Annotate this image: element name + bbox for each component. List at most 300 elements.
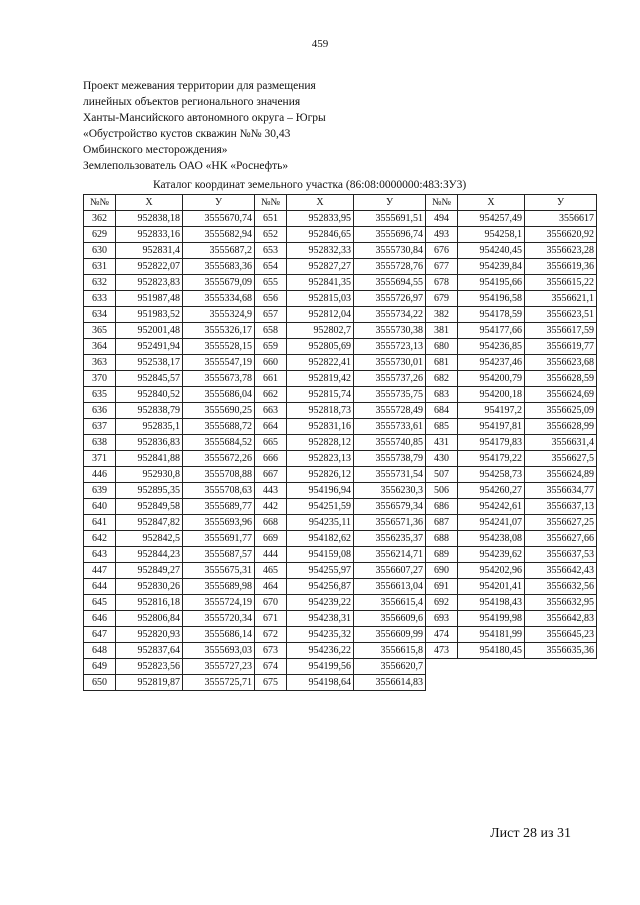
- point-number-cell: 365: [84, 323, 116, 339]
- x-coordinate-cell: 954180,45: [458, 643, 525, 659]
- x-coordinate-cell: 952831,4: [116, 243, 183, 259]
- point-number-cell: 667: [255, 467, 287, 483]
- point-number-cell: 692: [426, 595, 458, 611]
- y-coordinate-cell: 3555726,97: [354, 291, 426, 307]
- y-coordinate-cell: 3555708,88: [183, 467, 255, 483]
- y-coordinate-cell: 3555694,55: [354, 275, 426, 291]
- y-coordinate-cell: 3556627,25: [525, 515, 597, 531]
- x-coordinate-cell: 954198,64: [287, 675, 354, 691]
- x-coordinate-cell: 952844,23: [116, 547, 183, 563]
- y-coordinate-cell: 3555737,26: [354, 371, 426, 387]
- x-coordinate-cell: 952849,58: [116, 499, 183, 515]
- x-coordinate-cell: 954197,2: [458, 403, 525, 419]
- y-coordinate-cell: 3555683,36: [183, 259, 255, 275]
- point-number-cell: 658: [255, 323, 287, 339]
- point-number-cell: 465: [255, 563, 287, 579]
- coordinate-table: [83, 194, 597, 691]
- point-number-cell: 668: [255, 515, 287, 531]
- table-row: [84, 307, 597, 323]
- point-number-cell: 362: [84, 211, 116, 227]
- column-header: У: [183, 195, 255, 211]
- y-coordinate-cell: 3555682,94: [183, 227, 255, 243]
- point-number-cell: 642: [84, 531, 116, 547]
- y-coordinate-cell: 3555730,01: [354, 355, 426, 371]
- point-number-cell: 674: [255, 659, 287, 675]
- point-number-cell: 371: [84, 451, 116, 467]
- y-coordinate-cell: 3555324,9: [183, 307, 255, 323]
- y-coordinate-cell: 3555690,25: [183, 403, 255, 419]
- x-coordinate-cell: 954257,49: [458, 211, 525, 227]
- x-coordinate-cell: 952830,26: [116, 579, 183, 595]
- table-row: [84, 419, 597, 435]
- x-coordinate-cell: 952838,79: [116, 403, 183, 419]
- point-number-cell: 651: [255, 211, 287, 227]
- y-coordinate-cell: 3556642,83: [525, 611, 597, 627]
- y-coordinate-cell: 3555735,75: [354, 387, 426, 403]
- point-number-cell: 689: [426, 547, 458, 563]
- x-coordinate-cell: 952815,03: [287, 291, 354, 307]
- table-row: [84, 483, 597, 499]
- y-coordinate-cell: 3555686,14: [183, 627, 255, 643]
- x-coordinate-cell: 954258,1: [458, 227, 525, 243]
- y-coordinate-cell: 3556624,89: [525, 467, 597, 483]
- table-row: [84, 643, 597, 659]
- x-coordinate-cell: 951983,52: [116, 307, 183, 323]
- x-coordinate-cell: 954239,22: [287, 595, 354, 611]
- table-row: [84, 515, 597, 531]
- point-number-cell: 474: [426, 627, 458, 643]
- y-coordinate-cell: 3555724,19: [183, 595, 255, 611]
- x-coordinate-cell: 954202,96: [458, 563, 525, 579]
- point-number-cell: 635: [84, 387, 116, 403]
- point-number-cell: 669: [255, 531, 287, 547]
- point-number-cell: 691: [426, 579, 458, 595]
- column-header: У: [525, 195, 597, 211]
- y-coordinate-cell: 3556621,1: [525, 291, 597, 307]
- table-row: [84, 435, 597, 451]
- point-number-cell: 685: [426, 419, 458, 435]
- x-coordinate-cell: 954256,87: [287, 579, 354, 595]
- x-coordinate-cell: 952835,1: [116, 419, 183, 435]
- table-row: [84, 275, 597, 291]
- x-coordinate-cell: 952818,73: [287, 403, 354, 419]
- table-row: [84, 339, 597, 355]
- x-coordinate-cell: 954235,11: [287, 515, 354, 531]
- point-number-cell: 506: [426, 483, 458, 499]
- x-coordinate-cell: 954199,56: [287, 659, 354, 675]
- x-coordinate-cell: 954241,07: [458, 515, 525, 531]
- x-coordinate-cell: 954240,45: [458, 243, 525, 259]
- y-coordinate-cell: 3555673,78: [183, 371, 255, 387]
- x-coordinate-cell: 954196,58: [458, 291, 525, 307]
- x-coordinate-cell: 954238,31: [287, 611, 354, 627]
- point-number-cell: 654: [255, 259, 287, 275]
- y-coordinate-cell: 3556615,22: [525, 275, 597, 291]
- y-coordinate-cell: 3555720,34: [183, 611, 255, 627]
- y-coordinate-cell: 3556620,92: [525, 227, 597, 243]
- x-coordinate-cell: 952823,13: [287, 451, 354, 467]
- x-coordinate-cell: 954177,66: [458, 323, 525, 339]
- document-header: [83, 78, 326, 174]
- y-coordinate-cell: 3556632,95: [525, 595, 597, 611]
- column-header: X: [287, 195, 354, 211]
- y-coordinate-cell: 3555725,71: [183, 675, 255, 691]
- x-coordinate-cell: 952806,84: [116, 611, 183, 627]
- point-number-cell: 686: [426, 499, 458, 515]
- header-line: Ханты-Мансийского автономного округа – Югры: [83, 112, 326, 124]
- point-number-cell: 381: [426, 323, 458, 339]
- y-coordinate-cell: 3556632,56: [525, 579, 597, 595]
- point-number-cell: 637: [84, 419, 116, 435]
- x-coordinate-cell: 954237,46: [458, 355, 525, 371]
- x-coordinate-cell: 952846,65: [287, 227, 354, 243]
- point-number-cell: 670: [255, 595, 287, 611]
- point-number-cell: 687: [426, 515, 458, 531]
- y-coordinate-cell: 3555730,38: [354, 323, 426, 339]
- point-number-cell: 680: [426, 339, 458, 355]
- x-coordinate-cell: 954242,61: [458, 499, 525, 515]
- point-number-cell: 640: [84, 499, 116, 515]
- column-header: У: [354, 195, 426, 211]
- x-coordinate-cell: 952805,69: [287, 339, 354, 355]
- x-coordinate-cell: 952836,83: [116, 435, 183, 451]
- y-coordinate-cell: 3556645,23: [525, 627, 597, 643]
- y-coordinate-cell: 3556623,28: [525, 243, 597, 259]
- point-number-cell: 447: [84, 563, 116, 579]
- x-coordinate-cell: 954196,94: [287, 483, 354, 499]
- x-coordinate-cell: 952812,04: [287, 307, 354, 323]
- x-coordinate-cell: 952828,12: [287, 435, 354, 451]
- x-coordinate-cell: 954260,27: [458, 483, 525, 499]
- y-coordinate-cell: 3555728,76: [354, 259, 426, 275]
- y-coordinate-cell: 3555670,74: [183, 211, 255, 227]
- x-coordinate-cell: 952833,16: [116, 227, 183, 243]
- point-number-cell: 650: [84, 675, 116, 691]
- x-coordinate-cell: 954179,22: [458, 451, 525, 467]
- table-row: [84, 611, 597, 627]
- sheet-label: Лист 28 из 31: [490, 826, 571, 841]
- y-coordinate-cell: 3555528,15: [183, 339, 255, 355]
- column-header: №№: [84, 195, 116, 211]
- x-coordinate-cell: 952837,64: [116, 643, 183, 659]
- column-header: X: [458, 195, 525, 211]
- x-coordinate-cell: 954236,85: [458, 339, 525, 355]
- y-coordinate-cell: 3555727,23: [183, 659, 255, 675]
- y-coordinate-cell: 3555334,68: [183, 291, 255, 307]
- y-coordinate-cell: 3556607,27: [354, 563, 426, 579]
- y-coordinate-cell: 3556609,99: [354, 627, 426, 643]
- x-coordinate-cell: 954200,18: [458, 387, 525, 403]
- y-coordinate-cell: 3556627,66: [525, 531, 597, 547]
- point-number-cell: 675: [255, 675, 287, 691]
- x-coordinate-cell: 952802,7: [287, 323, 354, 339]
- y-coordinate-cell: 3555728,49: [354, 403, 426, 419]
- table-row: [84, 563, 597, 579]
- y-coordinate-cell: 3556615,4: [354, 595, 426, 611]
- x-coordinate-cell: 952820,93: [116, 627, 183, 643]
- x-coordinate-cell: 952833,95: [287, 211, 354, 227]
- point-number-cell: 364: [84, 339, 116, 355]
- y-coordinate-cell: 3555733,61: [354, 419, 426, 435]
- x-coordinate-cell: 954251,59: [287, 499, 354, 515]
- table-row: [84, 211, 597, 227]
- point-number-cell: 678: [426, 275, 458, 291]
- y-coordinate-cell: 3555693,03: [183, 643, 255, 659]
- point-number-cell: 693: [426, 611, 458, 627]
- y-coordinate-cell: 3556619,36: [525, 259, 597, 275]
- header-line: линейных объектов регионального значения: [83, 96, 301, 108]
- x-coordinate-cell: 954182,62: [287, 531, 354, 547]
- x-coordinate-cell: 952815,74: [287, 387, 354, 403]
- x-coordinate-cell: 954236,22: [287, 643, 354, 659]
- x-coordinate-cell: 952840,52: [116, 387, 183, 403]
- x-coordinate-cell: 954159,08: [287, 547, 354, 563]
- point-number-cell: 382: [426, 307, 458, 323]
- table-row: [84, 403, 597, 419]
- y-coordinate-cell: 3555688,72: [183, 419, 255, 435]
- y-coordinate-cell: 3555686,04: [183, 387, 255, 403]
- point-number-cell: 664: [255, 419, 287, 435]
- x-coordinate-cell: 954179,83: [458, 435, 525, 451]
- point-number-cell: 638: [84, 435, 116, 451]
- point-number-cell: 676: [426, 243, 458, 259]
- x-coordinate-cell: 952832,33: [287, 243, 354, 259]
- point-number-cell: 684: [426, 403, 458, 419]
- x-coordinate-cell: 952001,48: [116, 323, 183, 339]
- x-coordinate-cell: 952842,5: [116, 531, 183, 547]
- x-coordinate-cell: 954195,66: [458, 275, 525, 291]
- y-coordinate-cell: 3555547,19: [183, 355, 255, 371]
- point-number-cell: 444: [255, 547, 287, 563]
- y-coordinate-cell: 3555689,98: [183, 579, 255, 595]
- y-coordinate-cell: 3556642,43: [525, 563, 597, 579]
- point-number-cell: 363: [84, 355, 116, 371]
- x-coordinate-cell: 952831,16: [287, 419, 354, 435]
- y-coordinate-cell: 3555675,31: [183, 563, 255, 579]
- table-row: [84, 547, 597, 563]
- point-number-cell: 656: [255, 291, 287, 307]
- y-coordinate-cell: 3555326,17: [183, 323, 255, 339]
- point-number-cell: 632: [84, 275, 116, 291]
- y-coordinate-cell: 3555684,52: [183, 435, 255, 451]
- y-coordinate-cell: 3556628,59: [525, 371, 597, 387]
- y-coordinate-cell: 3555734,22: [354, 307, 426, 323]
- y-coordinate-cell: 3555687,57: [183, 547, 255, 563]
- table-row: [84, 387, 597, 403]
- x-coordinate-cell: 952930,8: [116, 467, 183, 483]
- y-coordinate-cell: 3555672,26: [183, 451, 255, 467]
- table-row: [84, 659, 597, 675]
- x-coordinate-cell: 954258,73: [458, 467, 525, 483]
- point-number-cell: 657: [255, 307, 287, 323]
- y-coordinate-cell: 3556614,83: [354, 675, 426, 691]
- x-coordinate-cell: 954199,98: [458, 611, 525, 627]
- point-number-cell: 442: [255, 499, 287, 515]
- y-coordinate-cell: 3555687,2: [183, 243, 255, 259]
- point-number-cell: 681: [426, 355, 458, 371]
- y-coordinate-cell: 3556637,13: [525, 499, 597, 515]
- point-number-cell: 630: [84, 243, 116, 259]
- table-row: [84, 371, 597, 387]
- y-coordinate-cell: 3556625,09: [525, 403, 597, 419]
- x-coordinate-cell: 954239,84: [458, 259, 525, 275]
- x-coordinate-cell: 952822,41: [287, 355, 354, 371]
- x-coordinate-cell: 952816,18: [116, 595, 183, 611]
- page-number: 459: [311, 38, 329, 50]
- y-coordinate-cell: 3555738,79: [354, 451, 426, 467]
- table-row: [84, 675, 597, 691]
- x-coordinate-cell: 954200,79: [458, 371, 525, 387]
- header-line: «Обустройство кустов скважин №№ 30,43: [83, 128, 291, 140]
- x-coordinate-cell: 952838,18: [116, 211, 183, 227]
- x-coordinate-cell: 954197,81: [458, 419, 525, 435]
- table-row: [84, 355, 597, 371]
- point-number-cell: 653: [255, 243, 287, 259]
- column-header: №№: [255, 195, 287, 211]
- y-coordinate-cell: 3556623,51: [525, 307, 597, 323]
- x-coordinate-cell: 952895,35: [116, 483, 183, 499]
- header-line: Землепользователь ОАО «НК «Роснефть»: [83, 160, 289, 172]
- x-coordinate-cell: 954239,62: [458, 547, 525, 563]
- table-row: [84, 531, 597, 547]
- y-coordinate-cell: 3555691,77: [183, 531, 255, 547]
- header-line: Омбинского месторождения»: [83, 144, 228, 156]
- x-coordinate-cell: 952819,42: [287, 371, 354, 387]
- point-number-cell: 660: [255, 355, 287, 371]
- point-number-cell: 665: [255, 435, 287, 451]
- table-row: [84, 467, 597, 483]
- point-number-cell: 661: [255, 371, 287, 387]
- table-body: [84, 211, 597, 691]
- point-number-cell: 464: [255, 579, 287, 595]
- point-number-cell: 666: [255, 451, 287, 467]
- point-number-cell: 633: [84, 291, 116, 307]
- point-number-cell: 494: [426, 211, 458, 227]
- point-number-cell: 634: [84, 307, 116, 323]
- point-number-cell: 652: [255, 227, 287, 243]
- y-coordinate-cell: 3556623,68: [525, 355, 597, 371]
- x-coordinate-cell: 954235,32: [287, 627, 354, 643]
- y-coordinate-cell: 3556631,4: [525, 435, 597, 451]
- point-number-cell: 443: [255, 483, 287, 499]
- point-number-cell: 679: [426, 291, 458, 307]
- x-coordinate-cell: 952841,88: [116, 451, 183, 467]
- x-coordinate-cell: 952538,17: [116, 355, 183, 371]
- point-number-cell: 493: [426, 227, 458, 243]
- y-coordinate-cell: 3556617: [525, 211, 597, 227]
- y-coordinate-cell: 3556230,3: [354, 483, 426, 499]
- point-number-cell: 430: [426, 451, 458, 467]
- column-header: №№: [426, 195, 458, 211]
- x-coordinate-cell: 952849,27: [116, 563, 183, 579]
- y-coordinate-cell: 3555740,85: [354, 435, 426, 451]
- y-coordinate-cell: 3556634,77: [525, 483, 597, 499]
- point-number-cell: 663: [255, 403, 287, 419]
- y-coordinate-cell: 3556624,69: [525, 387, 597, 403]
- y-coordinate-cell: 3556214,71: [354, 547, 426, 563]
- x-coordinate-cell: 952823,56: [116, 659, 183, 675]
- column-header: X: [116, 195, 183, 211]
- point-number-cell: 659: [255, 339, 287, 355]
- y-coordinate-cell: 3556627,5: [525, 451, 597, 467]
- point-number-cell: 636: [84, 403, 116, 419]
- point-number-cell: 629: [84, 227, 116, 243]
- y-coordinate-cell: 3556617,59: [525, 323, 597, 339]
- x-coordinate-cell: 952491,94: [116, 339, 183, 355]
- point-number-cell: 645: [84, 595, 116, 611]
- y-coordinate-cell: 3555689,77: [183, 499, 255, 515]
- point-number-cell: 647: [84, 627, 116, 643]
- table-row: [84, 323, 597, 339]
- x-coordinate-cell: 951987,48: [116, 291, 183, 307]
- x-coordinate-cell: 954178,59: [458, 307, 525, 323]
- point-number-cell: 655: [255, 275, 287, 291]
- point-number-cell: 688: [426, 531, 458, 547]
- point-number-cell: 643: [84, 547, 116, 563]
- point-number-cell: 690: [426, 563, 458, 579]
- point-number-cell: 662: [255, 387, 287, 403]
- point-number-cell: 431: [426, 435, 458, 451]
- x-coordinate-cell: 954198,43: [458, 595, 525, 611]
- table-row: [84, 243, 597, 259]
- y-coordinate-cell: 3555723,13: [354, 339, 426, 355]
- y-coordinate-cell: 3556571,36: [354, 515, 426, 531]
- x-coordinate-cell: 952823,83: [116, 275, 183, 291]
- x-coordinate-cell: 954201,41: [458, 579, 525, 595]
- point-number-cell: 446: [84, 467, 116, 483]
- point-number-cell: 646: [84, 611, 116, 627]
- point-number-cell: 671: [255, 611, 287, 627]
- point-number-cell: 631: [84, 259, 116, 275]
- point-number-cell: 682: [426, 371, 458, 387]
- table-row: [84, 627, 597, 643]
- point-number-cell: 649: [84, 659, 116, 675]
- table-header-row: [84, 195, 597, 211]
- y-coordinate-cell: 3556628,99: [525, 419, 597, 435]
- x-coordinate-cell: 952841,35: [287, 275, 354, 291]
- y-coordinate-cell: 3555693,96: [183, 515, 255, 531]
- point-number-cell: 507: [426, 467, 458, 483]
- table-row: [84, 451, 597, 467]
- table-row: [84, 595, 597, 611]
- point-number-cell: 648: [84, 643, 116, 659]
- table-row: [84, 227, 597, 243]
- y-coordinate-cell: 3555730,84: [354, 243, 426, 259]
- point-number-cell: 673: [255, 643, 287, 659]
- point-number-cell: 683: [426, 387, 458, 403]
- table-row: [84, 259, 597, 275]
- x-coordinate-cell: 952826,12: [287, 467, 354, 483]
- table-title: Каталог координат земельного участка (86:08:0000000:483:ЗУ3): [153, 179, 467, 191]
- x-coordinate-cell: 952845,57: [116, 371, 183, 387]
- y-coordinate-cell: 3555731,54: [354, 467, 426, 483]
- point-number-cell: 644: [84, 579, 116, 595]
- x-coordinate-cell: 954255,97: [287, 563, 354, 579]
- y-coordinate-cell: 3556615,8: [354, 643, 426, 659]
- y-coordinate-cell: 3556620,7: [354, 659, 426, 675]
- y-coordinate-cell: 3556635,36: [525, 643, 597, 659]
- table-row: [84, 579, 597, 595]
- y-coordinate-cell: 3555691,51: [354, 211, 426, 227]
- point-number-cell: 370: [84, 371, 116, 387]
- x-coordinate-cell: 952819,87: [116, 675, 183, 691]
- x-coordinate-cell: 954238,08: [458, 531, 525, 547]
- y-coordinate-cell: 3555696,74: [354, 227, 426, 243]
- y-coordinate-cell: 3556613,04: [354, 579, 426, 595]
- header-line: Проект межевания территории для размещения: [83, 80, 316, 92]
- y-coordinate-cell: 3556609,6: [354, 611, 426, 627]
- point-number-cell: 672: [255, 627, 287, 643]
